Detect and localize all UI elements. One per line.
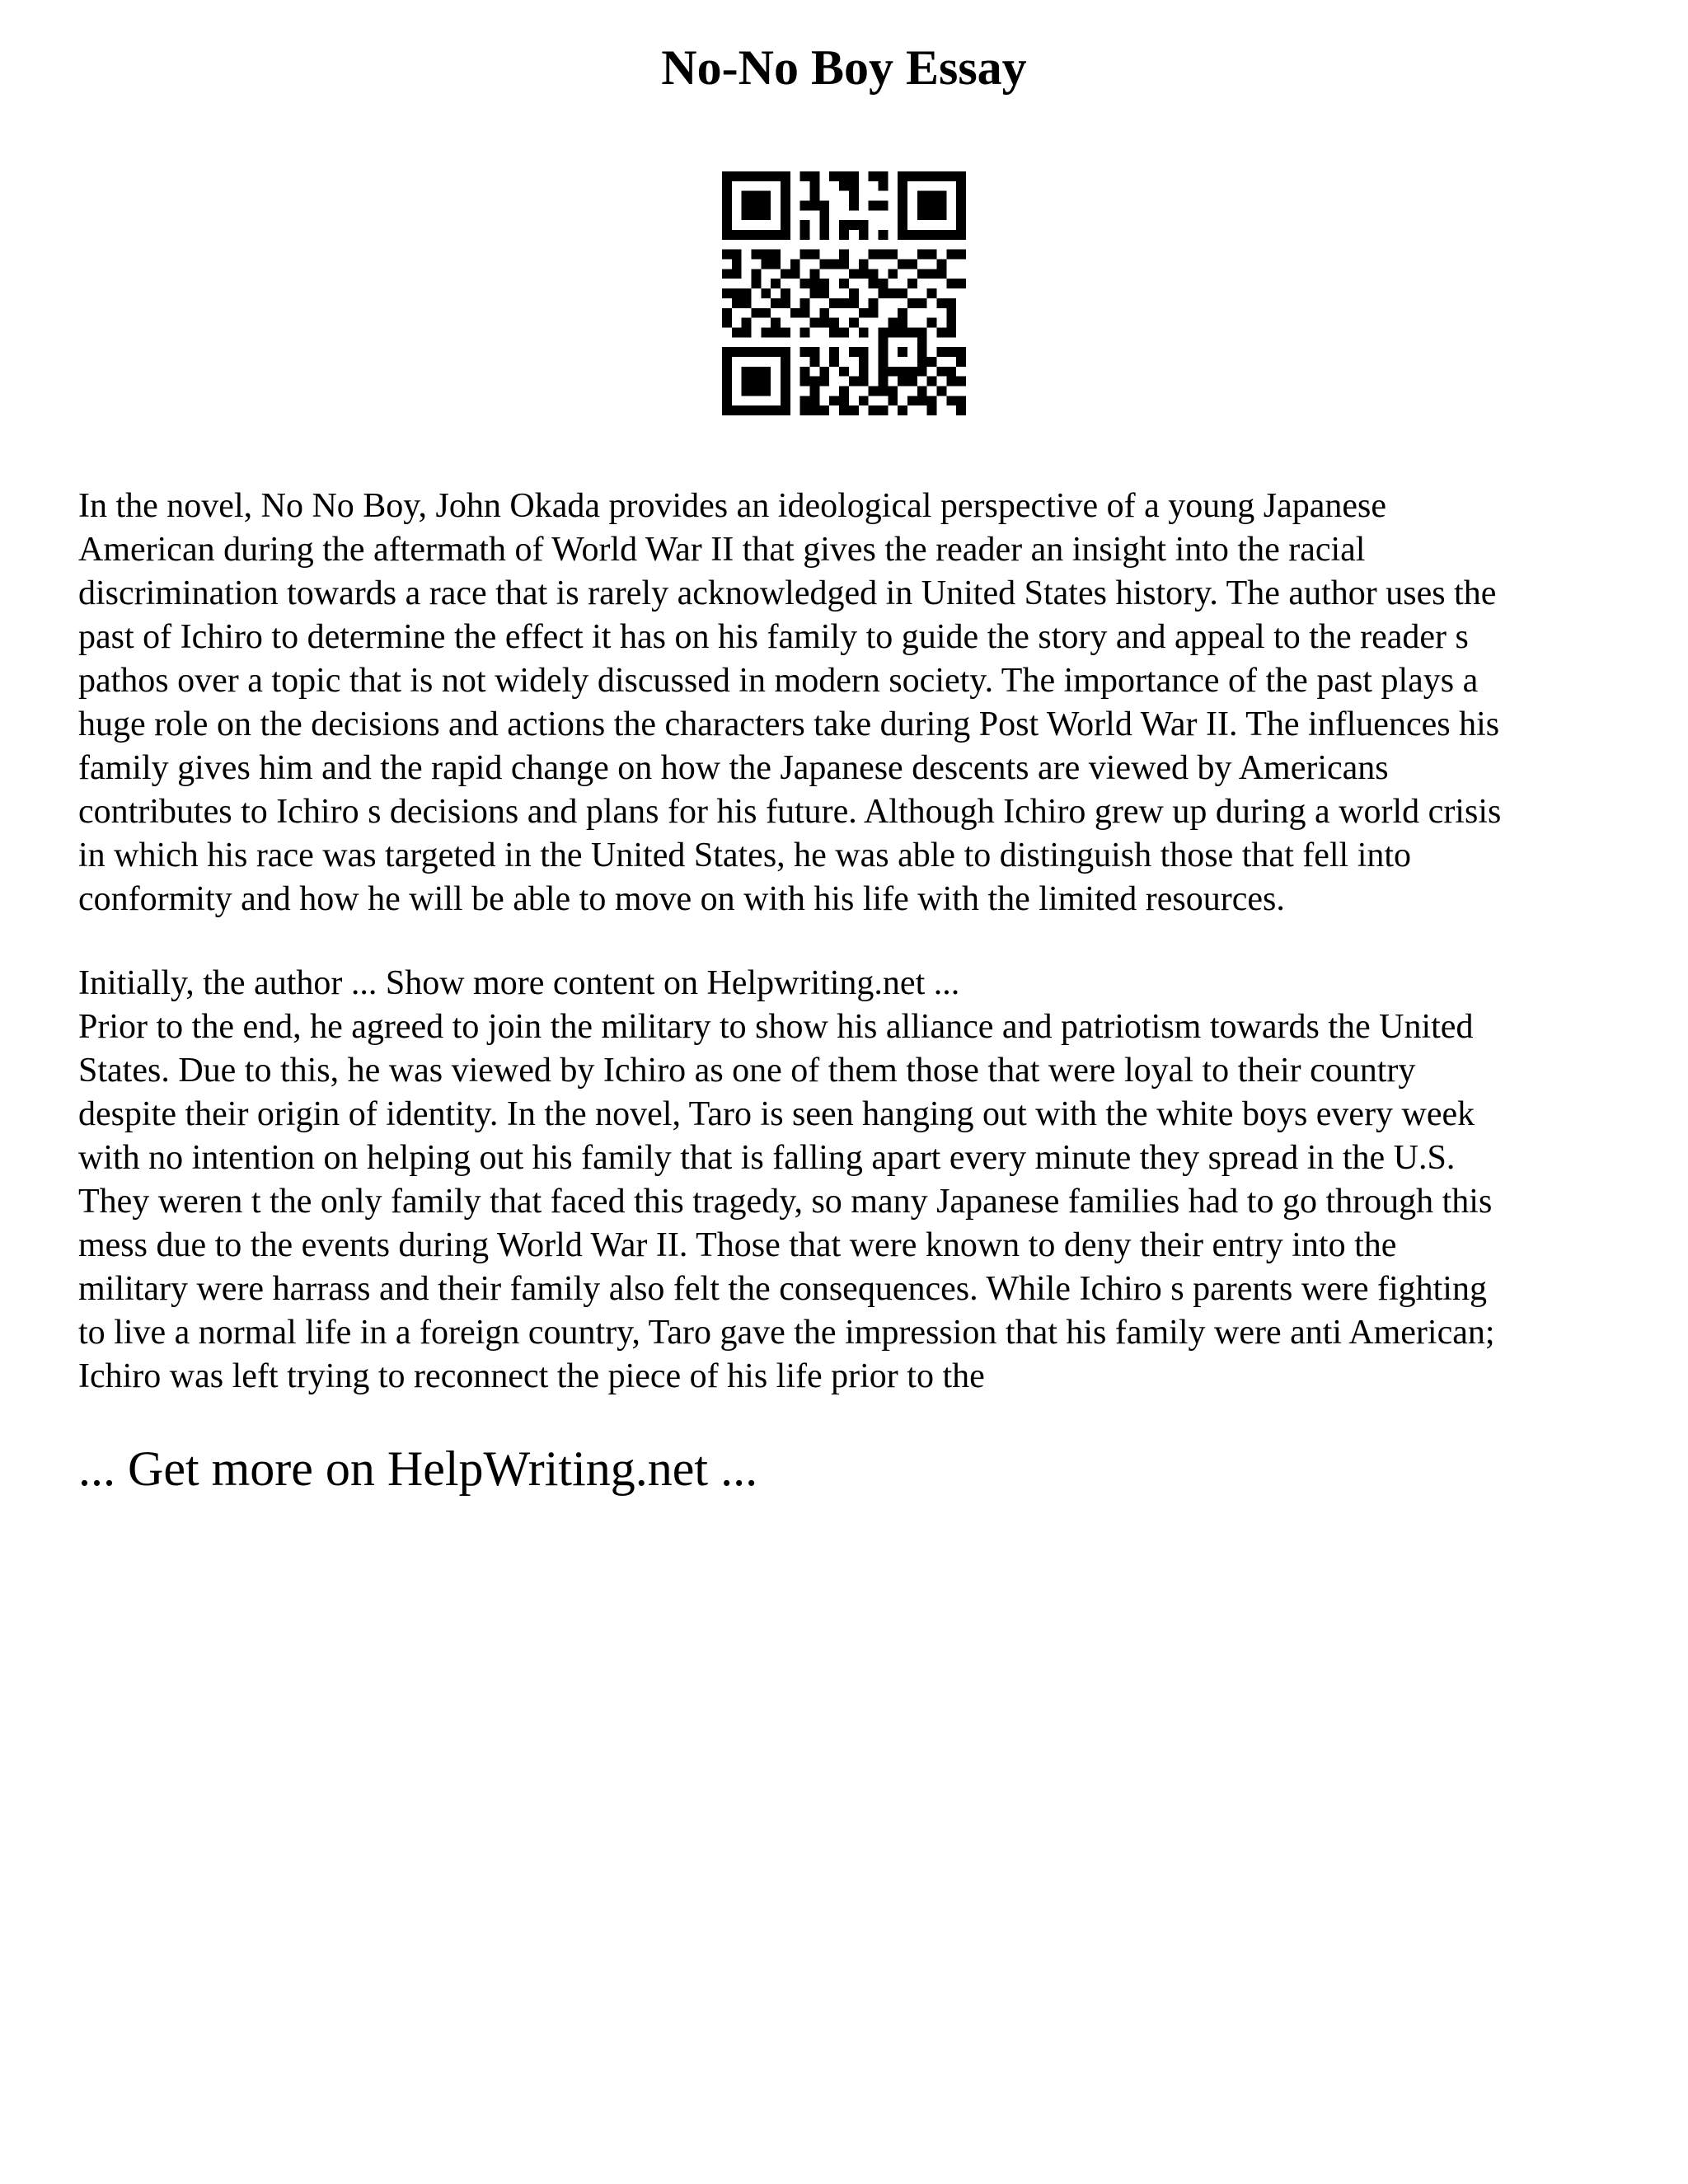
paragraph-line: mess due to the events during World War II. Those that were known to deny their entry into the: [78, 1226, 1397, 1264]
paragraph-line: military were harrass and their family also felt the consequences. While Ichiro s parents were fighting: [78, 1270, 1487, 1308]
paragraph-line: to live a normal life in a foreign country, Taro gave the impression that his family were anti American;: [78, 1314, 1495, 1352]
paragraph-line: Initially, the author ... Show more content on Helpwriting.net ...: [78, 964, 960, 1002]
paragraph-line: In the novel, No No Boy, John Okada provides an ideological perspective of a young Japanese: [78, 487, 1387, 525]
paragraph-line: past of Ichiro to determine the effect it has on his family to guide the story and appeal to the reader s: [78, 618, 1469, 656]
get-more-link[interactable]: ... Get more on HelpWriting.net ...: [78, 1441, 758, 1496]
paragraph-line: Prior to the end, he agreed to join the military to show his alliance and patriotism towards the United: [78, 1008, 1474, 1046]
essay-paragraph-2: [78, 962, 1620, 1399]
essay-paragraph-1: [78, 485, 1620, 921]
qr-code-icon: [722, 171, 966, 415]
paragraph-line: despite their origin of identity. In the novel, Taro is seen hanging out with the white boys every week: [78, 1095, 1475, 1133]
paragraph-line: family gives him and the rapid change on how the Japanese descents are viewed by Americans: [78, 749, 1389, 787]
paragraph-line: in which his race was targeted in the United States, he was able to distinguish those that fell into: [78, 837, 1412, 874]
paragraph-line: Ichiro was left trying to reconnect the piece of his life prior to the: [78, 1357, 985, 1395]
paragraph-line: contributes to Ichiro s decisions and plans for his future. Although Ichiro grew up during a world crisis: [78, 793, 1502, 831]
paragraph-line: discrimination towards a race that is rarely acknowledged in United States history. The author uses the: [78, 574, 1497, 612]
paragraph-line: American during the aftermath of World War II that gives the reader an insight into the racial: [78, 531, 1366, 569]
paragraph-line: They weren t the only family that faced this tragedy, so many Japanese families had to go through this: [78, 1183, 1493, 1221]
paragraph-line: States. Due to this, he was viewed by Ichiro as one of them those that were loyal to their country: [78, 1052, 1416, 1090]
paragraph-line: pathos over a topic that is not widely discussed in modern society. The importance of the past plays a: [78, 662, 1479, 700]
page-title: No-No Boy Essay: [661, 40, 1027, 95]
paragraph-line: conformity and how he will be able to move on with his life with the limited resources.: [78, 880, 1285, 918]
paragraph-line: huge role on the decisions and actions the characters take during Post World War II. The influences his: [78, 705, 1500, 743]
paragraph-line: with no intention on helping out his family that is falling apart every minute they spread in the U.S.: [78, 1139, 1456, 1177]
